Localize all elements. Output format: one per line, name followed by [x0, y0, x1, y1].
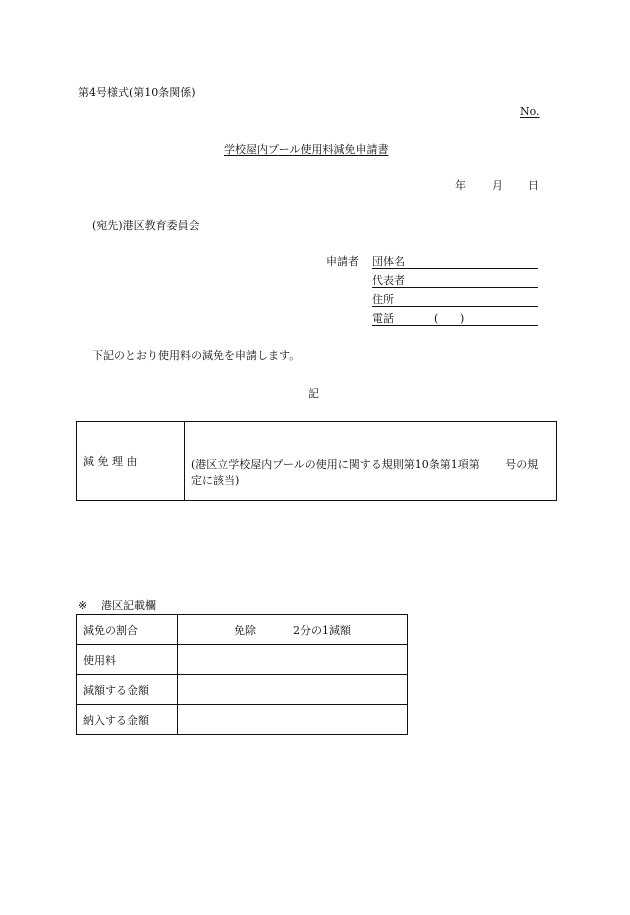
- table-row-label: 減額する金額: [77, 675, 178, 705]
- table-row-label: 減免の割合: [77, 615, 178, 645]
- ki-heading: 記: [308, 387, 319, 400]
- table-row: [77, 615, 408, 645]
- minato-table: [76, 614, 408, 735]
- phone-paren-close: ): [460, 312, 465, 325]
- date-day-label: 日: [528, 179, 539, 192]
- exemption-option[interactable]: 免除: [234, 624, 256, 637]
- reason-text-cell[interactable]: [185, 422, 557, 501]
- reason-table: [76, 421, 557, 501]
- table-row-label: 使用料: [77, 645, 178, 675]
- minato-section-heading: 港区記載欄: [101, 599, 156, 612]
- phone-label: 電話: [372, 312, 394, 325]
- phone-field[interactable]: [372, 325, 538, 326]
- representative-label: 代表者: [372, 274, 405, 287]
- reason-label: 減 免 理 由: [83, 455, 138, 468]
- addressee: (宛先)港区教育委員会: [92, 219, 200, 232]
- note-mark: ※: [78, 599, 88, 612]
- table-row: [77, 645, 408, 675]
- address-field[interactable]: [372, 306, 538, 307]
- reduction-ratio-cell[interactable]: [178, 615, 408, 645]
- phone-paren-open: (: [434, 312, 439, 325]
- table-row: [77, 675, 408, 705]
- reason-text-line2: 定に該当): [191, 474, 240, 487]
- page-title: 学校屋内プール使用料減免申請書: [224, 143, 389, 156]
- table-row: [77, 705, 408, 735]
- form-number: 第4号様式(第10条関係): [78, 86, 196, 99]
- group-name-label: 団体名: [372, 255, 405, 268]
- address-label: 住所: [372, 293, 394, 306]
- reduction-amount-cell[interactable]: [178, 675, 408, 705]
- applicant-label: 申請者: [326, 255, 359, 268]
- usage-fee-cell[interactable]: [178, 645, 408, 675]
- half-reduction-option[interactable]: 2分の1減額: [293, 624, 351, 637]
- reason-label-cell: [77, 422, 185, 501]
- payment-amount-cell[interactable]: [178, 705, 408, 735]
- date-month-label: 月: [492, 179, 503, 192]
- reason-text-line1: (港区立学校屋内プールの使用に関する規則第10条第1項第 号の規: [191, 458, 539, 471]
- intro-text: 下記のとおり使用料の減免を申請します。: [92, 349, 301, 362]
- document-number: No.: [520, 105, 540, 118]
- date-year-label: 年: [455, 179, 466, 192]
- group-name-field[interactable]: [372, 268, 538, 269]
- table-row-label: 納入する金額: [77, 705, 178, 735]
- representative-field[interactable]: [372, 287, 538, 288]
